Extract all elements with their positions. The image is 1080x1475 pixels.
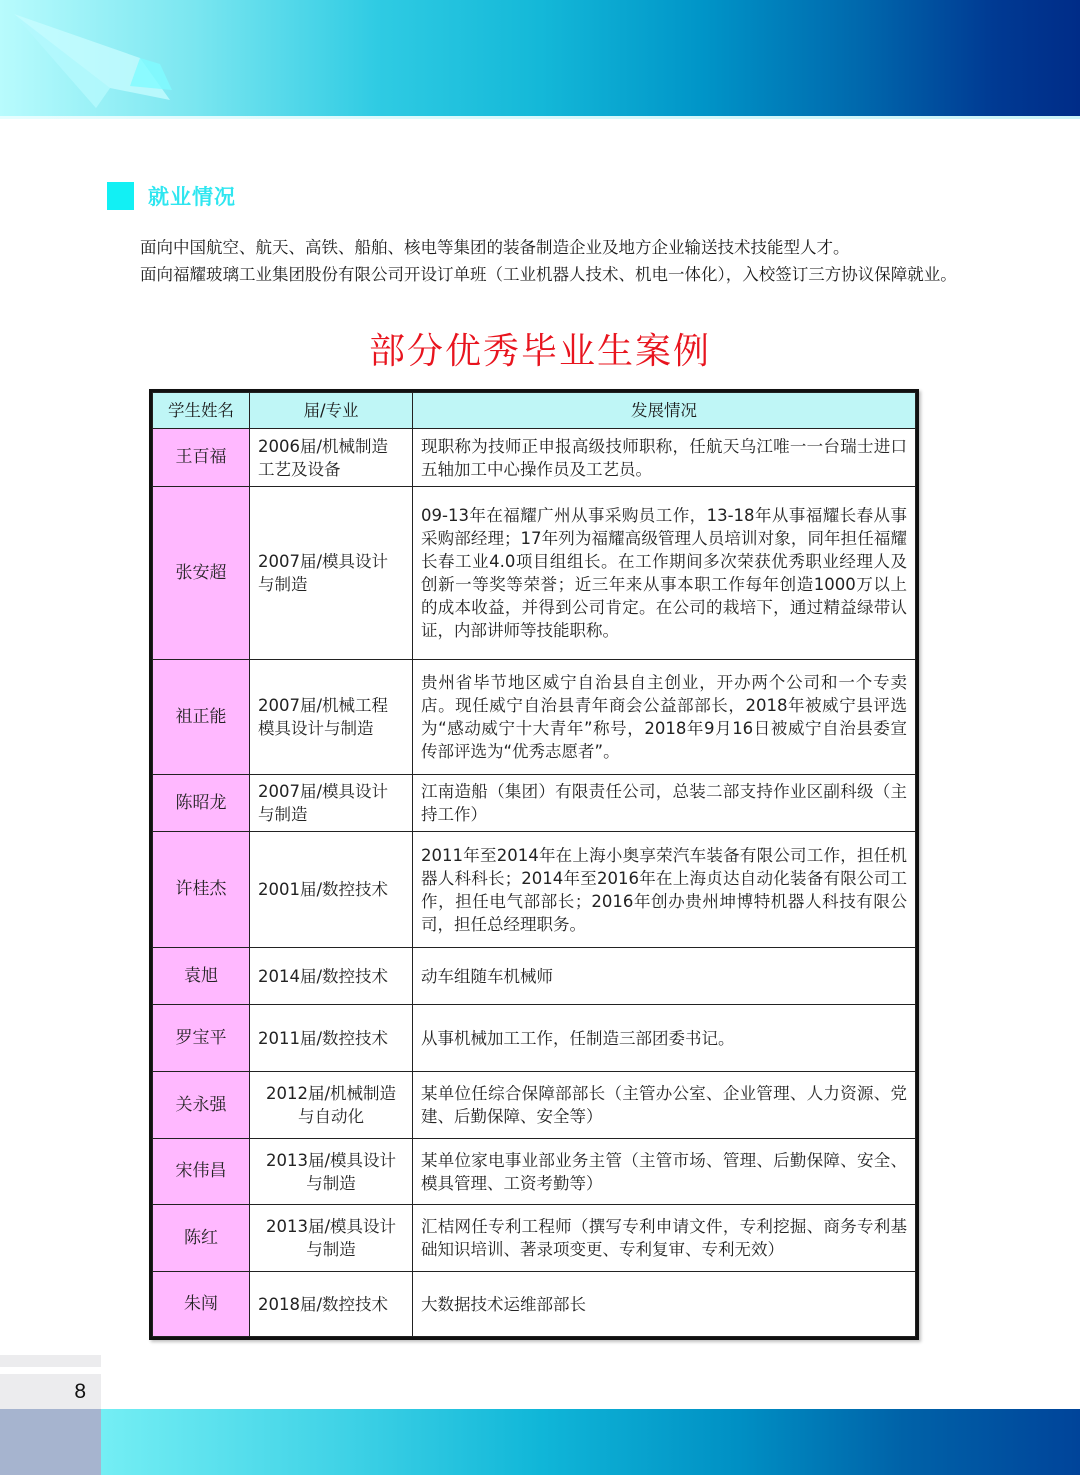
- table-row: [153, 1272, 916, 1337]
- section-heading: [107, 181, 236, 211]
- paper-plane-icon: [0, 0, 180, 116]
- student-name: 陈昭龙: [153, 775, 250, 832]
- student-major: 2012届/机械制造与自动化: [250, 1072, 413, 1139]
- student-major: 2011届/数控技术: [250, 1005, 413, 1072]
- student-desc: 某单位任综合保障部部长（主管办公室、企业管理、人力资源、党建、后勤保障、安全等）: [413, 1072, 916, 1139]
- student-major: 2018届/数控技术: [250, 1272, 413, 1337]
- student-major: 2007届/模具设计与制造: [250, 775, 413, 832]
- student-desc: 现职称为技师正申报高级技师职称，任航天乌江唯一一台瑞士进口五轴加工中心操作员及工艺员。: [413, 429, 916, 487]
- student-desc: 09-13年在福耀广州从事采购员工作，13-18年从事福耀长春从事采购部经理；17年列为福耀高级管理人员培训对象，同年担任福耀长春工业4.0项目组组长。在工作期间多次荣获优秀职业经理人及创新一等奖等荣誉；近三年来从事本职工作每年创造1000万以上的成本收益，并得到公司肯定。在公司的栽培下，通过精益绿带认证，内部讲师等技能职称。: [413, 487, 916, 660]
- table-row: [153, 1139, 916, 1205]
- student-desc: 江南造船（集团）有限责任公司，总装二部支持作业区副科级（主持工作）: [413, 775, 916, 832]
- student-name: 袁旭: [153, 948, 250, 1005]
- intro-text: [107, 234, 982, 288]
- student-major: 2006届/机械制造工艺及设备: [250, 429, 413, 487]
- student-name: 王百福: [153, 429, 250, 487]
- table-row: [153, 660, 916, 775]
- table-row: [153, 1072, 916, 1139]
- square-bullet-icon: [107, 182, 134, 210]
- table-row: [153, 429, 916, 487]
- table-row: [153, 775, 916, 832]
- student-name: 陈红: [153, 1205, 250, 1272]
- table-row: [153, 1005, 916, 1072]
- table-row: [153, 487, 916, 660]
- page-marker-strip: [0, 1355, 101, 1367]
- intro-paragraph: 面向福耀玻璃工业集团股份有限公司开设订单班（工业机器人技术、机电一体化），入校签订三方协议保障就业。: [140, 265, 957, 284]
- table-header-row: [153, 393, 916, 429]
- table-row: [153, 1205, 916, 1272]
- student-desc: 2011年至2014年在上海小奥享荣汽车装备有限公司工作，担任机器人科科长；2014年至2016年在上海贞达自动化装备有限公司工作，担任电气部部长；2016年创办贵州坤博特机器人科技有限公司，担任总经理职务。: [413, 832, 916, 948]
- student-major: 2007届/模具设计与制造: [250, 487, 413, 660]
- intro-paragraph: 面向中国航空、航天、高铁、船舶、核电等集团的装备制造企业及地方企业输送技术技能型人才。: [140, 238, 850, 257]
- student-desc: 某单位家电事业部业务主管（主管市场、管理、后勤保障、安全、模具管理、工资考勤等）: [413, 1139, 916, 1205]
- header-name: 学生姓名: [153, 393, 250, 429]
- student-major: 2013届/模具设计与制造: [250, 1205, 413, 1272]
- student-desc: 动车组随车机械师: [413, 948, 916, 1005]
- cases-title: 部分优秀毕业生案例: [368, 331, 711, 372]
- student-name: 朱闯: [153, 1272, 250, 1337]
- student-name: 祖正能: [153, 660, 250, 775]
- student-name: 张安超: [153, 487, 250, 660]
- student-desc: 从事机械加工工作，任制造三部团委书记。: [413, 1005, 916, 1072]
- student-major: 2007届/机械工程模具设计与制造: [250, 660, 413, 775]
- student-name: 罗宝平: [153, 1005, 250, 1072]
- page-number: 8: [74, 1380, 86, 1403]
- section-title: 就业情况: [148, 185, 236, 209]
- student-desc: 贵州省毕节地区威宁自治县自主创业，开办两个公司和一个专卖店。现任威宁自治县青年商会公益部部长，2018年被威宁县评选为“感动威宁十大青年”称号，2018年9月16日被威宁自治县委宣传部评选为“优秀志愿者”。: [413, 660, 916, 775]
- graduates-table: [149, 389, 919, 1340]
- header-desc: 发展情况: [413, 393, 916, 429]
- footer-block: [0, 1409, 101, 1475]
- student-major: 2013届/模具设计与制造: [250, 1139, 413, 1205]
- top-banner: [0, 0, 1080, 116]
- student-name: 关永强: [153, 1072, 250, 1139]
- student-desc: 汇桔网任专利工程师（撰写专利申请文件，专利挖掘、商务专利基础知识培训、著录项变更、专利复审、专利无效）: [413, 1205, 916, 1272]
- banner-edge: [0, 116, 1080, 119]
- student-major: 2014届/数控技术: [250, 948, 413, 1005]
- footer-banner: [101, 1409, 1080, 1475]
- table-row: [153, 948, 916, 1005]
- header-major: 届/专业: [250, 393, 413, 429]
- student-desc: 大数据技术运维部部长: [413, 1272, 916, 1337]
- student-major: 2001届/数控技术: [250, 832, 413, 948]
- student-name: 宋伟昌: [153, 1139, 250, 1205]
- table-row: [153, 832, 916, 948]
- student-name: 许桂杰: [153, 832, 250, 948]
